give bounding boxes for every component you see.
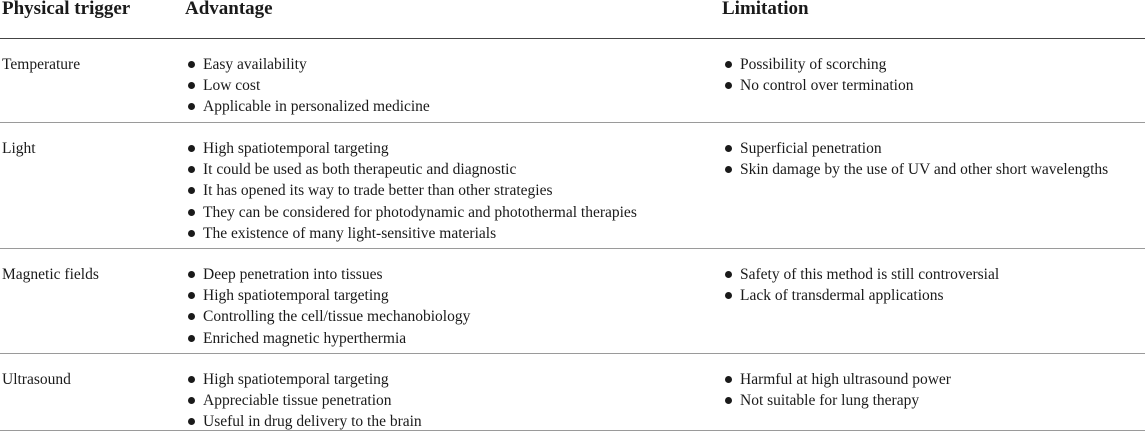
- list-item: Lack of transdermal applications: [722, 285, 999, 306]
- list-item: Low cost: [185, 75, 430, 96]
- list-item: It could be used as both therapeutic and diagnostic: [185, 159, 637, 180]
- list-item: High spatiotemporal targeting: [185, 285, 470, 306]
- list-item: Applicable in personalized medicine: [185, 96, 430, 117]
- list-item: Controlling the cell/tissue mechanobiology: [185, 306, 470, 327]
- limitation-list: [722, 369, 951, 411]
- table-row: [0, 249, 1145, 354]
- advantage-list: [185, 138, 637, 244]
- table-row: [0, 39, 1145, 123]
- list-item: Easy availability: [185, 54, 430, 75]
- trigger-cell: Magnetic fields: [2, 266, 99, 283]
- advantage-list: [185, 264, 470, 349]
- list-item: No control over termination: [722, 75, 913, 96]
- list-item: Superficial penetration: [722, 138, 1108, 159]
- list-item: High spatiotemporal targeting: [185, 138, 637, 159]
- limitation-list: [722, 264, 999, 306]
- list-item: Possibility of scorching: [722, 54, 913, 75]
- header-physical-trigger: Physical trigger: [2, 0, 131, 19]
- table-header: [0, 0, 1145, 39]
- table-row: [0, 354, 1145, 431]
- table-row: [0, 123, 1145, 249]
- list-item: High spatiotemporal targeting: [185, 369, 422, 390]
- header-limitation: Limitation: [722, 0, 809, 19]
- limitation-list: [722, 54, 913, 96]
- list-item: Appreciable tissue penetration: [185, 390, 422, 411]
- list-item: The existence of many light-sensitive materials: [185, 223, 637, 244]
- list-item: Safety of this method is still controversial: [722, 264, 999, 285]
- list-item: Deep penetration into tissues: [185, 264, 470, 285]
- trigger-cell: Ultrasound: [2, 371, 71, 388]
- trigger-cell: Light: [2, 140, 36, 157]
- limitation-list: [722, 138, 1108, 180]
- list-item: Useful in drug delivery to the brain: [185, 411, 422, 432]
- list-item: They can be considered for photodynamic and photothermal therapies: [185, 202, 637, 223]
- list-item: Skin damage by the use of UV and other short wavelengths: [722, 159, 1108, 180]
- trigger-cell: Temperature: [2, 56, 81, 73]
- header-advantage: Advantage: [185, 0, 273, 19]
- list-item: Harmful at high ultrasound power: [722, 369, 951, 390]
- list-item: Enriched magnetic hyperthermia: [185, 328, 470, 349]
- advantage-list: [185, 369, 422, 433]
- list-item: Not suitable for lung therapy: [722, 390, 951, 411]
- advantage-list: [185, 54, 430, 118]
- list-item: It has opened its way to trade better than other strategies: [185, 180, 637, 201]
